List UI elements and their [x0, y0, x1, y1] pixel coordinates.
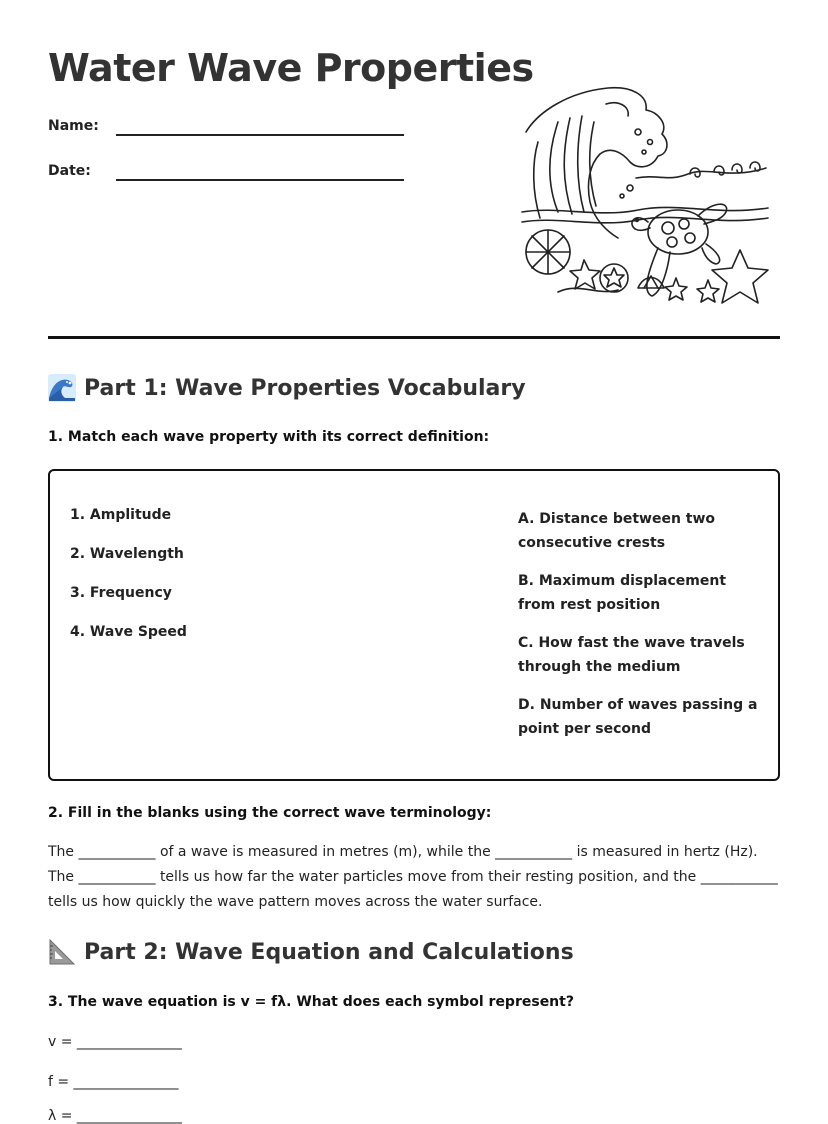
- definition-item: D. Number of waves passing a point per second: [518, 697, 758, 737]
- f-answer-line[interactable]: f = _______________: [48, 1074, 179, 1090]
- definition-item: B. Maximum displacement from rest position: [518, 573, 727, 613]
- wave-illustration: [518, 82, 774, 308]
- term-item: 4. Wave Speed: [70, 624, 187, 640]
- turtle-shell: [648, 210, 708, 254]
- ocean-wave-icon: [48, 374, 76, 402]
- triangular-ruler-icon: [48, 938, 76, 966]
- header-divider: [48, 336, 780, 339]
- date-label: Date:: [48, 163, 91, 179]
- definition-item: A. Distance between two consecutive crests: [518, 511, 716, 551]
- date-field: [48, 163, 91, 179]
- part1-heading: [48, 374, 526, 402]
- question-3: 3. The wave equation is v = fλ. What does each symbol represent?: [48, 994, 574, 1010]
- terms-column: [70, 507, 187, 663]
- date-line[interactable]: [116, 179, 404, 181]
- definitions-column: [518, 507, 768, 755]
- v-answer-line[interactable]: v = _______________: [48, 1034, 182, 1050]
- name-label: Name:: [48, 118, 99, 134]
- term-item: 2. Wavelength: [70, 546, 184, 562]
- term-item: 1. Amplitude: [70, 507, 172, 523]
- starfish: [712, 250, 768, 303]
- wave-crest: [526, 88, 667, 238]
- fill-in-paragraph: The ___________ of a wave is measured in metres (m), while the ___________ is measured in hertz (Hz). The ___________ tells us how far the water particles move from their resting position, and the ___________ tells us how quickly the wave pattern moves across the water surface.: [48, 844, 778, 910]
- question-1: 1. Match each wave property with its correct definition:: [48, 429, 490, 445]
- name-field: [48, 118, 99, 134]
- page-title: Water Wave Properties: [48, 46, 534, 90]
- name-line[interactable]: [116, 134, 404, 136]
- part1-title: Part 1: Wave Properties Vocabulary: [84, 375, 526, 401]
- part2-heading: [48, 938, 574, 966]
- part2-title: Part 2: Wave Equation and Calculations: [84, 939, 574, 965]
- definition-item: C. How fast the wave travels through the medium: [518, 635, 745, 675]
- question-2: 2. Fill in the blanks using the correct wave terminology:: [48, 805, 492, 821]
- matching-box: [48, 469, 780, 781]
- lambda-answer-line[interactable]: λ = _______________: [48, 1108, 182, 1124]
- term-item: 3. Frequency: [70, 585, 172, 601]
